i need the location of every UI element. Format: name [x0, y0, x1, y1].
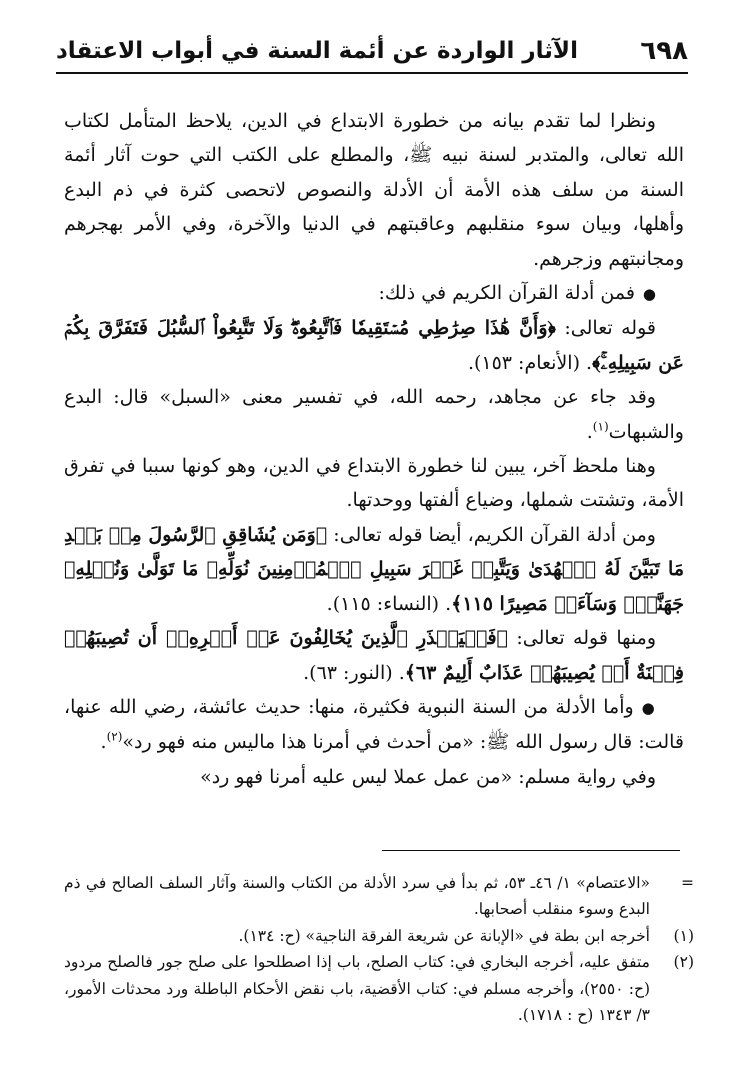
paragraph-4-end: . — [586, 420, 593, 443]
paragraph-4 — [64, 380, 684, 449]
footnote-continued — [64, 870, 694, 923]
paragraph-7 — [64, 621, 684, 690]
footnote-mark: = — [681, 874, 694, 892]
paragraph-8-end: . — [100, 731, 107, 754]
quran-verse-nisa: ﴿وَمَن يُشَاقِقِ ٱلرَّسُولَ مِنۢ بَعۡدِ مَا تَبَيَّنَ لَهُ ٱلۡهُدَىٰ وَيَتَّبِعۡ غَيۡرَ سَبِيلِ ٱلۡمُؤۡمِنِينَ نُوَلِّهِۦ مَا تَوَلَّىٰ وَنُصۡلِهِۦ جَهَنَّمَۖ وَسَآءَتۡ مَصِيرًا ١١٥﴾ — [64, 523, 684, 615]
footnote-2 — [64, 949, 694, 1028]
verse-reference: . (النور: ٦٣). — [303, 661, 405, 684]
quran-verse-nur: ﴿فَلۡيَحۡذَرِ ٱلَّذِينَ يُخَالِفُونَ عَنۡ أَمۡرِهِۦٓ أَن تُصِيبَهُمۡ فِتۡنَةٌ أَوۡ يُصِيبَهُمۡ عَذَابٌ أَلِيمٌ ٦٣﴾ — [64, 627, 684, 684]
footnote-1 — [64, 923, 694, 949]
footnote-mark: (٢) — [673, 953, 694, 972]
verse-reference: . (الأنعام: ١٥٣). — [467, 351, 593, 374]
hadith-aisha: وأما الأدلة من السنة النبوية فكثيرة، منها: حديث عائشة، رضي الله عنها، قالت: قال رسول الله ﷺ: «من أحدث في أمرنا هذا ماليس منه فهو رد» — [64, 695, 684, 754]
main-text — [64, 104, 684, 794]
footnote-ref-2: (٢) — [106, 729, 123, 744]
footnotes — [64, 870, 694, 1028]
quran-verse-anam: ﴿وَأَنَّ هَٰذَا صِرَٰطِي مُسۡتَقِيمٗا فَٱتَّبِعُوهُۖ وَلَا تَتَّبِعُواْ ٱلسُّبُلَ فَتَفَرَّقَ بِكُمۡ عَن سَبِيلِهِۦۚ﴾ — [64, 317, 684, 374]
verse-intro: ومنها قوله تعالى: — [507, 627, 656, 650]
running-title: الآثار الواردة عن أئمة السنة في أبواب الاعتقاد — [56, 38, 578, 64]
paragraph-1: ونظرا لما تقدم بيانه من خطورة الابتداع في الدين، يلاحظ المتأمل لكتاب الله تعالى، والمتدبر لسنة نبيه ﷺ، والمطلع على الكتب التي حوت آثار أئمة السنة من سلف هذه الأمة أن الأدلة والنصوص لاتحصى كثرة في ذم البدع وأهلها، وبيان سوء منقلبهم وعاقبتهم في الدنيا والآخرة، وفي الأمر بهجرهم ومجانبتهم وزجرهم. — [64, 110, 684, 270]
paragraph-quran-evidence — [64, 276, 684, 311]
footnote-text: أخرجه ابن بطة في «الإبانة عن شريعة الفرقة الناجية» (ح: ١٣٤). — [238, 926, 650, 945]
verse-intro: ومن أدلة القرآن الكريم، أيضا قوله تعالى: — [327, 523, 656, 546]
footnote-ref-1: (١) — [592, 419, 609, 434]
mujahid-quote: وقد جاء عن مجاهد، رحمه الله، في تفسير معنى «السبل» قال: البدع والشبهات — [64, 386, 684, 443]
paragraph-3 — [64, 311, 684, 380]
page-header — [56, 30, 688, 66]
footnote-mark: (١) — [673, 926, 694, 945]
header-rule — [56, 72, 688, 74]
footnote-text: «الاعتصام» ١/ ٤٦ـ ٥٣، ثم بدأ في سرد الأدلة من الكتاب والسنة وآثار السلف الصالح في ذم البدع وسوء منقلب أصحابها. — [64, 874, 650, 919]
paragraph-sunnah-evidence — [64, 690, 684, 760]
paragraph-2-text: فمن أدلة القرآن الكريم في ذلك: — [378, 282, 635, 305]
paragraph-9: وفي رواية مسلم: «من عمل عملا ليس عليه أمرنا فهو رد» — [200, 765, 656, 788]
paragraph-5: وهنا ملحظ آخر، يبين لنا خطورة الابتداع في الدين، وهو كونها سببا في تفرق الأمة، وتشتت شملها، وضياع ألفتها ووحدتها. — [64, 455, 684, 512]
page-number: ٦٩٨ — [640, 36, 688, 66]
verse-reference: . (النساء: ١١٥). — [326, 592, 452, 615]
paragraph-6 — [64, 518, 684, 621]
footnote-separator — [382, 850, 680, 851]
verse-intro: قوله تعالى: — [555, 317, 656, 340]
footnote-text: متفق عليه، أخرجه البخاري في: كتاب الصلح، باب إذا اصطلحوا على صلح جور فالصلح مردود (ح: ٢٥٥٠)، وأخرجه مسلم في: كتاب الأقضية، باب نقض الأحكام الباطلة ورد محدثات الأمور، ٣/ ١٣٤٣ (ح : ١٧١٨). — [64, 953, 651, 1025]
